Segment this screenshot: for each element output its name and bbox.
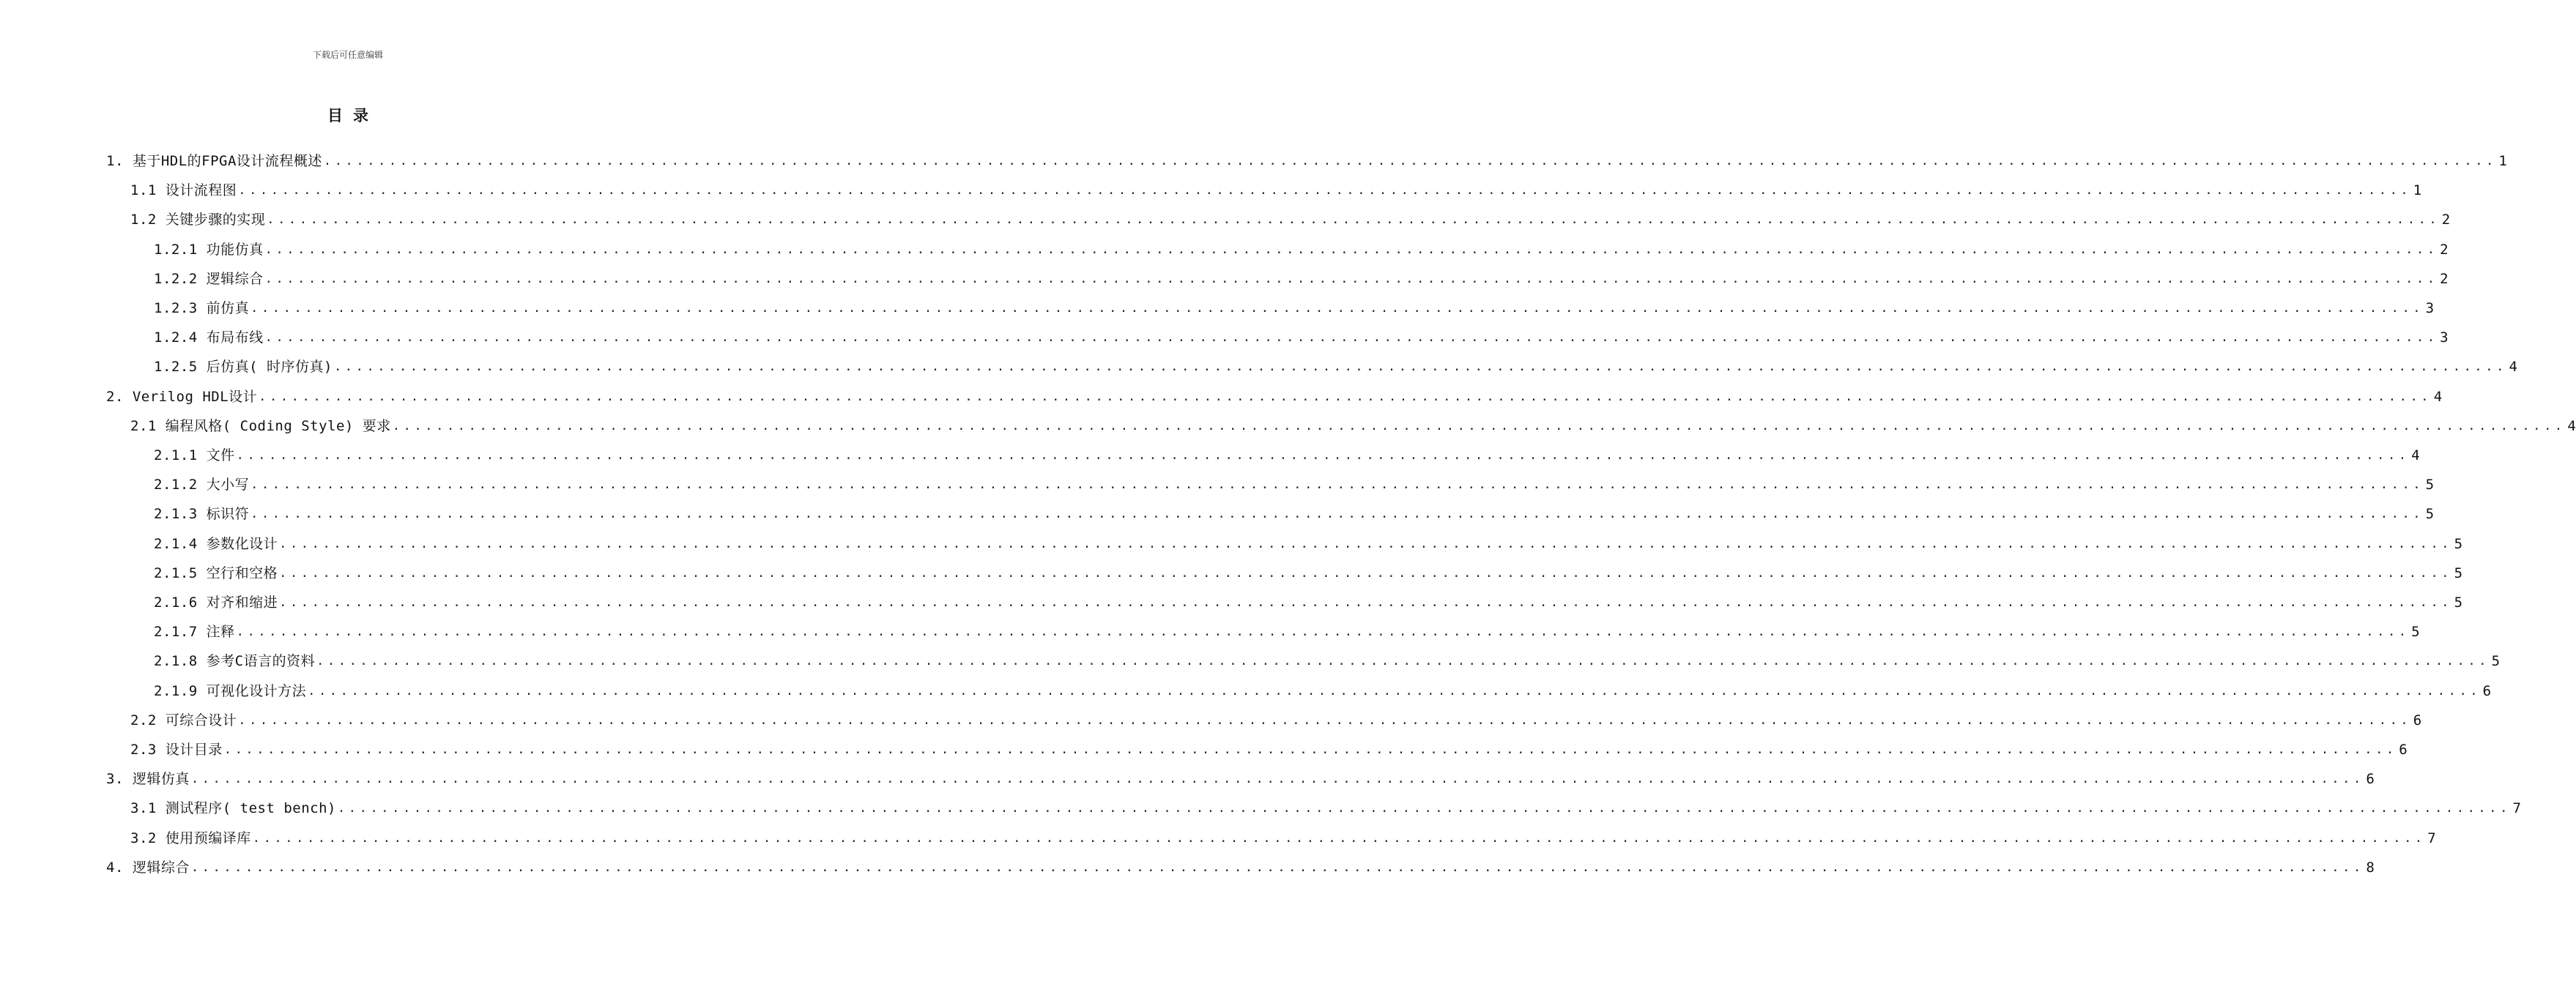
- toc-entry-label: 2.1.1 文件: [154, 447, 235, 463]
- toc-entry-label: 2. Verilog HDL设计: [106, 388, 258, 405]
- toc-entry[interactable]: [154, 499, 2435, 529]
- toc-entry[interactable]: [106, 382, 2443, 411]
- toc-entry-page-number: 7: [2427, 830, 2436, 846]
- toc-entry-page-number: 4: [2509, 359, 2517, 376]
- toc-dot-leader: ........................................................................................................................................................................................................: [392, 418, 2566, 433]
- toc-entry-label: 2.1.9 可视化设计方法: [154, 682, 307, 699]
- toc-entry-page-number: 3: [2440, 329, 2449, 346]
- toc-entry-page-number: 3: [2425, 300, 2435, 316]
- toc-entry[interactable]: [130, 706, 2422, 735]
- toc-dot-leader: ........................................................................................................................................................................................................: [259, 389, 2432, 404]
- toc-entry-label: 2.1.4 参数化设计: [154, 535, 278, 552]
- toc-dot-leader: ........................................................................................................................................................................................................: [267, 212, 2440, 228]
- toc-entry-label: 1.1 设计流程图: [130, 182, 237, 199]
- toc-entry-page-number: 2: [2441, 212, 2451, 228]
- toc-dot-leader: ........................................................................................................................................................................................................: [250, 477, 2424, 493]
- toc-entry-label: 1.2.1 功能仿真: [154, 241, 264, 258]
- toc-entry[interactable]: [130, 824, 2436, 853]
- toc-entry-label: 1.2.5 后仿真( 时序仿真): [154, 359, 333, 376]
- toc-dot-leader: ........................................................................................................................................................................................................: [279, 565, 2453, 581]
- toc-dot-leader: ........................................................................................................................................................................................................: [236, 448, 2410, 463]
- toc-entry[interactable]: [154, 294, 2435, 323]
- toc-entry[interactable]: [154, 264, 2449, 294]
- toc-dot-leader: ........................................................................................................................................................................................................: [223, 742, 2397, 757]
- toc-dot-leader: ........................................................................................................................................................................................................: [323, 154, 2497, 168]
- toc-entry-page-number: 4: [2567, 417, 2576, 434]
- toc-entry-page-number: 5: [2454, 564, 2463, 581]
- toc-entry[interactable]: [106, 764, 2375, 794]
- toc-dot-leader: ........................................................................................................................................................................................................: [264, 330, 2438, 346]
- toc-entry-label: 2.1.7 注释: [154, 624, 235, 641]
- toc-entry-page-number: 5: [2411, 624, 2420, 641]
- toc-entry-page-number: 5: [2454, 535, 2463, 552]
- toc-entry[interactable]: [130, 176, 2422, 205]
- toc-dot-leader: ........................................................................................................................................................................................................: [238, 183, 2412, 198]
- toc-dot-leader: ........................................................................................................................................................................................................: [308, 683, 2482, 698]
- toc-dot-leader: ........................................................................................................................................................................................................: [236, 625, 2410, 640]
- toc-entry-page-number: 8: [2366, 859, 2375, 876]
- toc-entry[interactable]: [154, 352, 2517, 381]
- toc-dot-leader: ........................................................................................................................................................................................................: [238, 712, 2412, 728]
- toc-entry[interactable]: [154, 235, 2449, 264]
- toc-entry-page-number: 2: [2440, 270, 2449, 287]
- toc-entry-label: 2.1.3 标识符: [154, 506, 250, 523]
- toc-dot-leader: ........................................................................................................................................................................................................: [250, 301, 2424, 316]
- header-note: 下载后可任意编辑: [312, 50, 383, 60]
- toc-entry-page-number: 1: [2498, 153, 2507, 169]
- toc-entry[interactable]: [106, 146, 2507, 176]
- toc-entry-page-number: 6: [2482, 682, 2492, 699]
- toc-entry-label: 2.1.6 对齐和缩进: [154, 594, 278, 611]
- toc-entry-label: 2.1.2 大小写: [154, 477, 250, 493]
- toc-entry[interactable]: [154, 617, 2420, 646]
- toc-entry[interactable]: [154, 529, 2463, 559]
- toc-dot-leader: ........................................................................................................................................................................................................: [337, 801, 2511, 816]
- toc-dot-leader: ........................................................................................................................................................................................................: [190, 860, 2364, 875]
- toc-entry-label: 2.1.8 参考C语言的资料: [154, 653, 316, 670]
- toc-entry[interactable]: [154, 646, 2501, 676]
- toc-entry-label: 3.1 测试程序( test bench): [130, 800, 336, 817]
- toc-entry[interactable]: [154, 559, 2463, 588]
- toc-entry-label: 2.1.5 空行和空格: [154, 564, 278, 581]
- toc-entry-page-number: 2: [2440, 241, 2449, 258]
- toc-entry-label: 2.3 设计目录: [130, 742, 223, 758]
- toc-entry[interactable]: [154, 470, 2435, 499]
- toc-entry-page-number: 5: [2425, 506, 2435, 523]
- toc-dot-leader: ........................................................................................................................................................................................................: [250, 507, 2424, 522]
- toc-dot-leader: ........................................................................................................................................................................................................: [279, 595, 2453, 610]
- toc-dot-leader: ........................................................................................................................................................................................................: [264, 242, 2438, 257]
- toc-entry-page-number: 7: [2512, 800, 2521, 817]
- toc-entry[interactable]: [154, 323, 2449, 352]
- toc-entry[interactable]: [154, 676, 2492, 706]
- toc-dot-leader: ........................................................................................................................................................................................................: [252, 830, 2426, 846]
- toc-entry-page-number: 5: [2491, 653, 2501, 670]
- toc-dot-leader: ........................................................................................................................................................................................................: [264, 271, 2438, 286]
- toc-entry-label: 3. 逻辑仿真: [106, 771, 190, 788]
- toc-entry-page-number: 6: [2366, 771, 2375, 788]
- toc-entry-page-number: 5: [2425, 477, 2435, 493]
- toc-entry-label: 1.2.2 逻辑综合: [154, 270, 264, 287]
- toc-title: 目录: [327, 107, 379, 124]
- toc-entry[interactable]: [154, 588, 2463, 617]
- toc-entry[interactable]: [130, 794, 2521, 823]
- toc-entry-page-number: 6: [2413, 712, 2422, 728]
- toc-entry-page-number: 5: [2454, 594, 2463, 611]
- toc-entry-label: 3.2 使用预编译库: [130, 830, 251, 846]
- toc-entry-label: 2.1 编程风格( Coding Style) 要求: [130, 417, 391, 434]
- toc-entry-label: 2.2 可综合设计: [130, 712, 237, 728]
- toc-entry-page-number: 4: [2433, 388, 2443, 405]
- toc-dot-leader: ........................................................................................................................................................................................................: [279, 536, 2453, 551]
- toc-dot-leader: ........................................................................................................................................................................................................: [316, 654, 2490, 669]
- toc-entry-label: 1.2.4 布局布线: [154, 329, 264, 346]
- toc-dot-leader: ........................................................................................................................................................................................................: [190, 772, 2364, 787]
- toc-entry-page-number: 4: [2411, 447, 2420, 463]
- toc-entry-label: 1. 基于HDL的FPGA设计流程概述: [106, 153, 322, 169]
- toc-entry-page-number: 6: [2399, 742, 2408, 758]
- toc-entry[interactable]: [130, 735, 2408, 764]
- toc-entry-label: 1.2 关键步骤的实现: [130, 212, 266, 228]
- toc-entry[interactable]: [130, 205, 2451, 234]
- toc-entry[interactable]: [130, 411, 2576, 441]
- toc-entry[interactable]: [106, 853, 2375, 882]
- toc-entry-label: 4. 逻辑综合: [106, 859, 190, 876]
- toc-entry[interactable]: [154, 441, 2420, 470]
- toc-entry-page-number: 1: [2413, 182, 2422, 199]
- toc-entry-label: 1.2.3 前仿真: [154, 300, 250, 316]
- toc-dot-leader: ........................................................................................................................................................................................................: [333, 359, 2507, 375]
